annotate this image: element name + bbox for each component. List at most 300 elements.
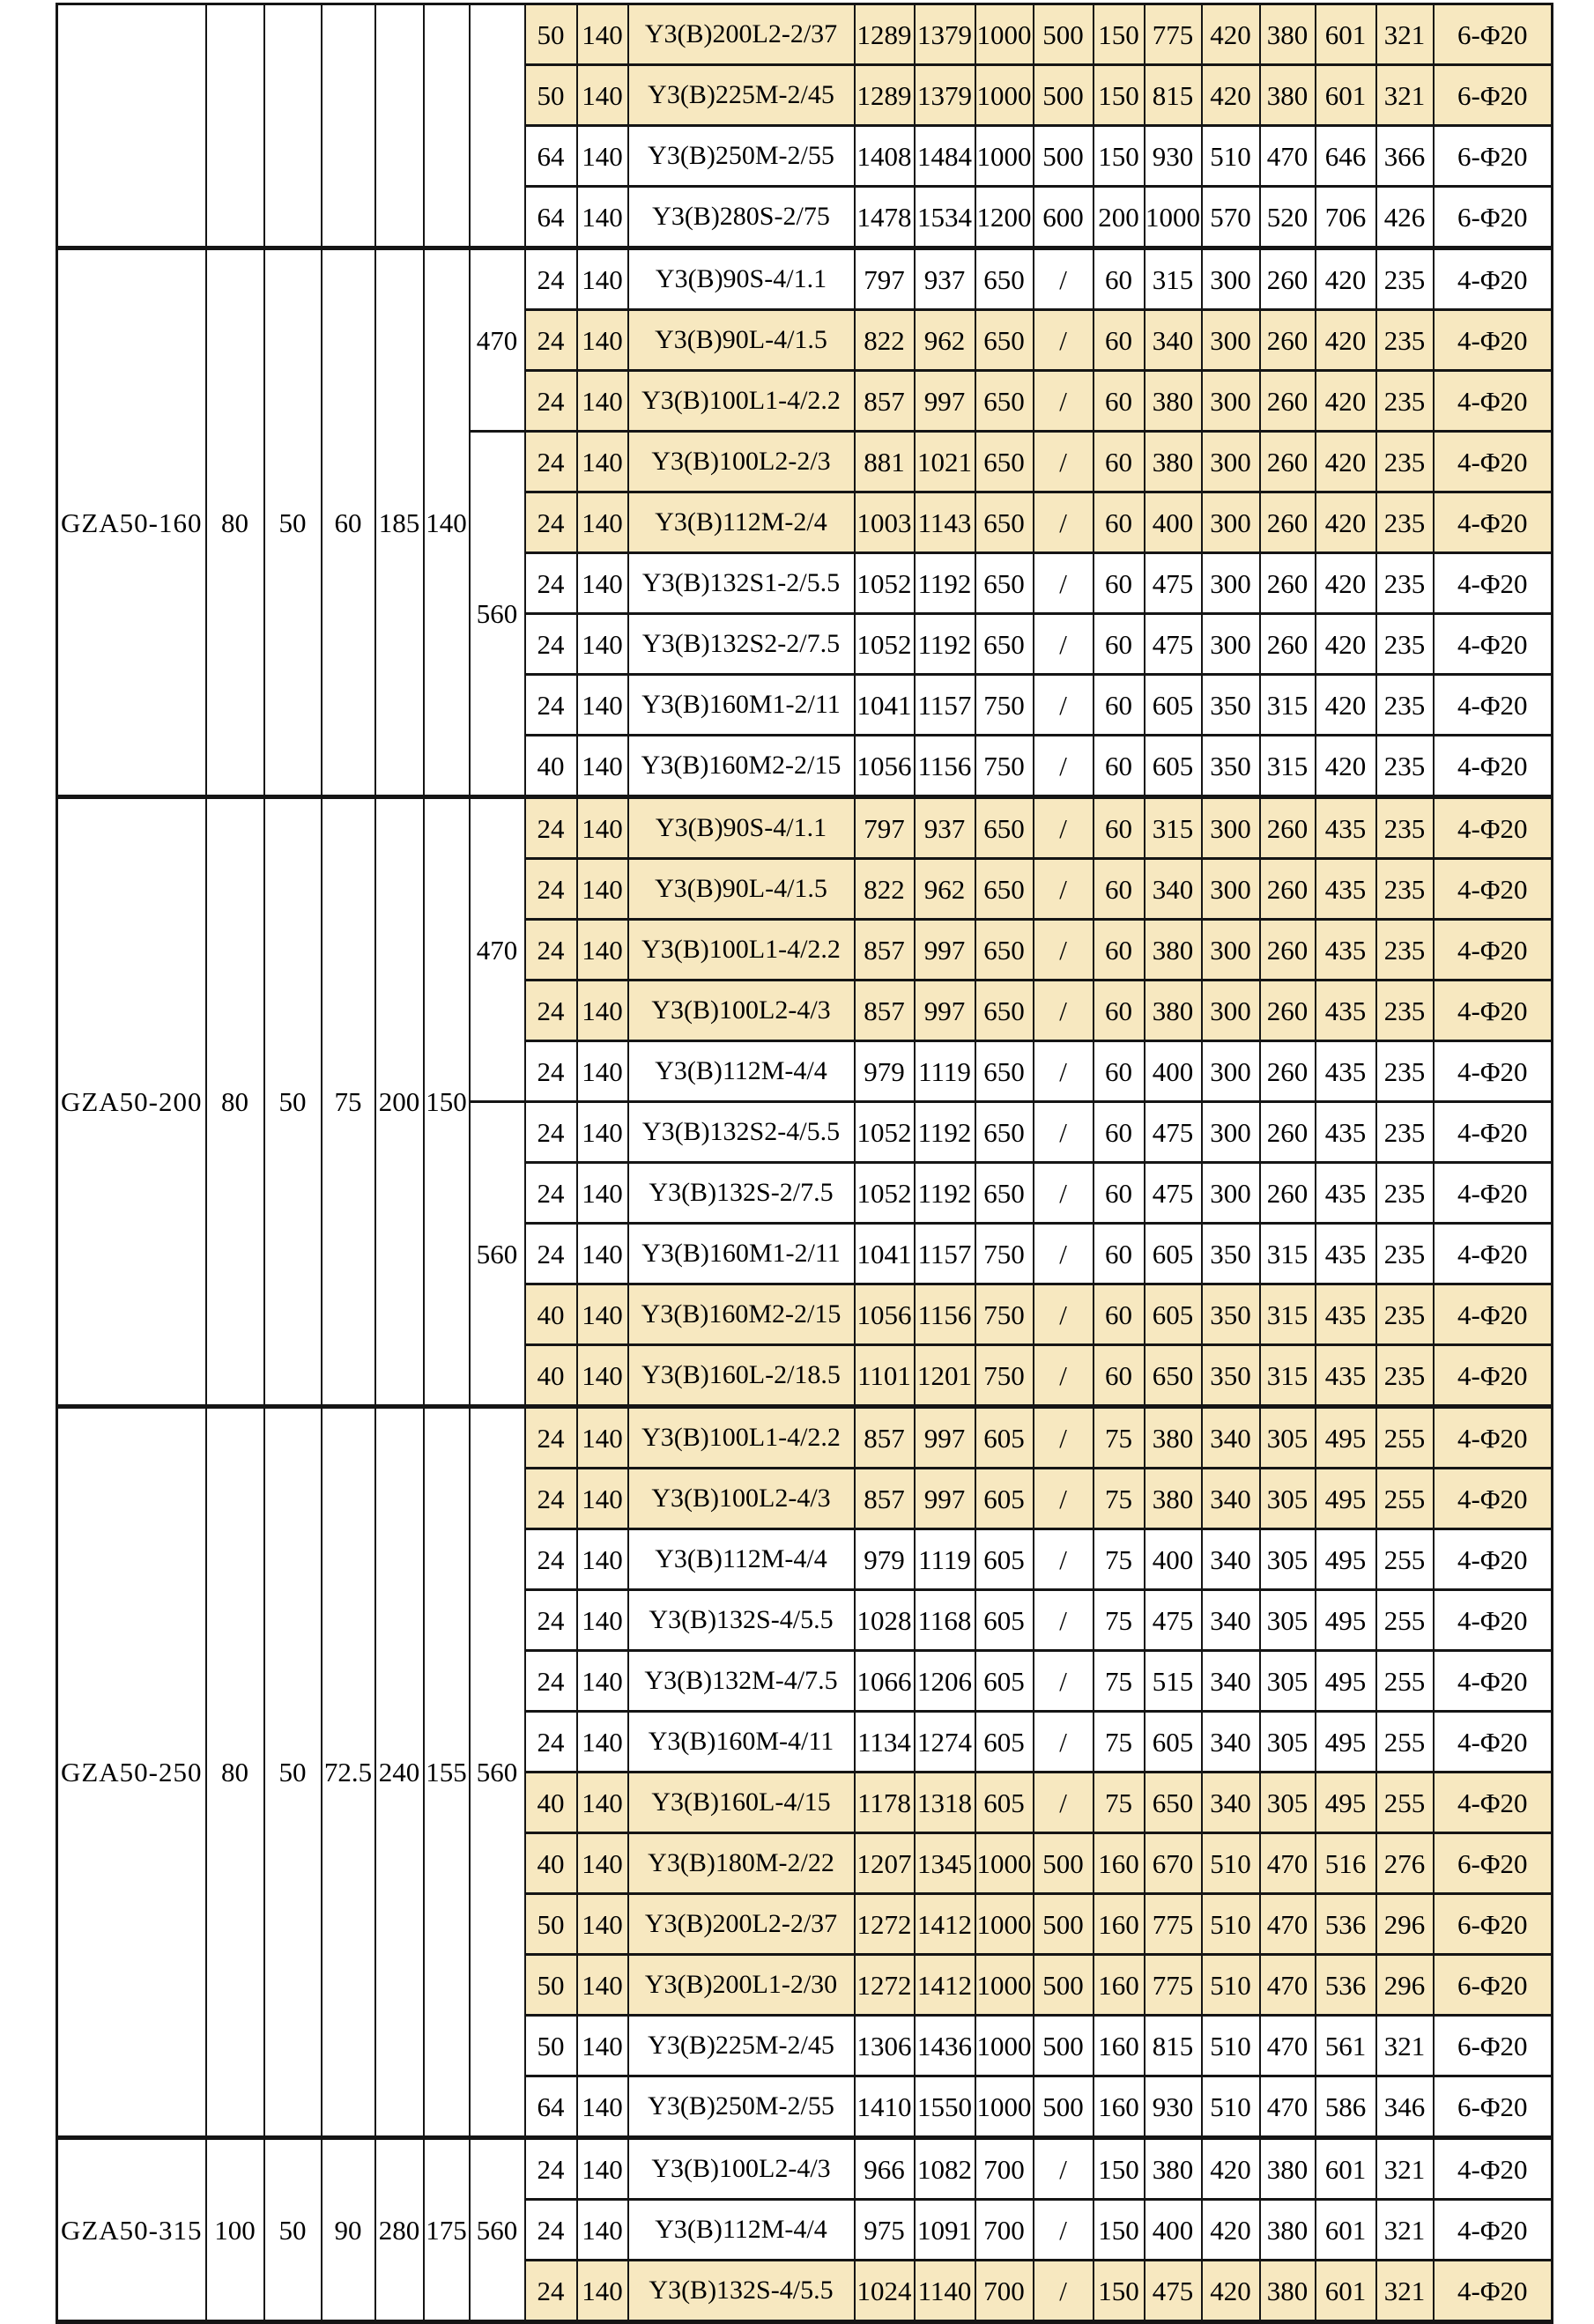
data-cell: 296 xyxy=(1376,1894,1434,1955)
data-cell: 321 xyxy=(1376,2016,1434,2076)
data-cell: 140 xyxy=(577,371,628,432)
bolt-spec-cell: 4-Φ20 xyxy=(1434,432,1553,492)
data-cell: 140 xyxy=(577,2016,628,2076)
data-cell: 1201 xyxy=(915,1345,975,1407)
data-cell: 495 xyxy=(1316,1651,1376,1712)
data-cell: 750 xyxy=(975,675,1034,736)
data-cell: 150 xyxy=(1094,126,1145,187)
data-cell: 255 xyxy=(1376,1407,1434,1469)
data-cell: 500 xyxy=(1034,4,1094,65)
table-row xyxy=(57,2138,1553,2200)
data-cell: 605 xyxy=(1145,1224,1202,1284)
data-cell: 255 xyxy=(1376,1651,1434,1712)
data-cell: 340 xyxy=(1202,1712,1260,1773)
data-cell: 160 xyxy=(1094,1833,1145,1894)
motor-model-cell: Y3(B)90L-4/1.5 xyxy=(628,310,855,371)
data-cell: 1119 xyxy=(915,1529,975,1590)
data-cell: 60 xyxy=(1094,432,1145,492)
data-cell: 24 xyxy=(525,797,577,859)
data-cell: 321 xyxy=(1376,2261,1434,2322)
data-cell: 500 xyxy=(1034,126,1094,187)
data-cell: 140 xyxy=(577,187,628,248)
data-cell: 700 xyxy=(975,2200,1034,2261)
data-cell: 470 xyxy=(1260,1894,1316,1955)
data-cell: 50 xyxy=(525,65,577,126)
data-cell: 1000 xyxy=(975,1894,1034,1955)
data-cell: 997 xyxy=(915,920,975,981)
data-cell: 140 xyxy=(577,492,628,553)
data-cell: 60 xyxy=(1094,1224,1145,1284)
data-cell: 435 xyxy=(1316,1284,1376,1345)
data-cell: 380 xyxy=(1260,4,1316,65)
bolt-spec-cell: 6-Φ20 xyxy=(1434,4,1553,65)
data-cell: 24 xyxy=(525,1407,577,1469)
data-cell: 962 xyxy=(915,310,975,371)
data-cell: 470 xyxy=(1260,1955,1316,2016)
data-cell: 1000 xyxy=(975,1955,1034,2016)
data-cell: 1052 xyxy=(855,1163,915,1224)
data-cell: 260 xyxy=(1260,1163,1316,1224)
data-cell: 140 xyxy=(577,432,628,492)
motor-model-cell: Y3(B)90S-4/1.1 xyxy=(628,797,855,859)
data-cell: 650 xyxy=(975,310,1034,371)
data-cell: 305 xyxy=(1260,1651,1316,1712)
data-cell: 305 xyxy=(1260,1773,1316,1833)
data-cell: 60 xyxy=(1094,797,1145,859)
data-cell: 500 xyxy=(1034,1833,1094,1894)
data-cell: 64 xyxy=(525,126,577,187)
data-cell: 1041 xyxy=(855,675,915,736)
bolt-spec-cell: 4-Φ20 xyxy=(1434,1041,1553,1102)
data-cell: 420 xyxy=(1316,553,1376,614)
data-cell: 255 xyxy=(1376,1469,1434,1529)
data-cell: 380 xyxy=(1145,1469,1202,1529)
data-cell: / xyxy=(1034,2261,1094,2322)
data-cell: 1289 xyxy=(855,4,915,65)
bolt-spec-cell: 4-Φ20 xyxy=(1434,1651,1553,1712)
data-cell: 475 xyxy=(1145,1590,1202,1651)
data-cell: 475 xyxy=(1145,553,1202,614)
bolt-spec-cell: 6-Φ20 xyxy=(1434,1955,1553,2016)
data-cell: 380 xyxy=(1145,2138,1202,2200)
data-cell: 24 xyxy=(525,432,577,492)
bolt-spec-cell: 4-Φ20 xyxy=(1434,310,1553,371)
data-cell: / xyxy=(1034,1407,1094,1469)
data-cell: 500 xyxy=(1034,1955,1094,2016)
data-cell: 1550 xyxy=(915,2076,975,2138)
bolt-spec-cell: 4-Φ20 xyxy=(1434,859,1553,920)
data-cell: 276 xyxy=(1376,1833,1434,1894)
dim-cell xyxy=(206,4,264,248)
data-cell: 140 xyxy=(577,859,628,920)
data-cell: 650 xyxy=(975,614,1034,675)
data-cell: 475 xyxy=(1145,2261,1202,2322)
data-cell: 350 xyxy=(1202,1345,1260,1407)
data-cell: 1028 xyxy=(855,1590,915,1651)
data-cell: 500 xyxy=(1034,2076,1094,2138)
data-cell: 1478 xyxy=(855,187,915,248)
data-cell: 515 xyxy=(1145,1651,1202,1712)
data-cell: 64 xyxy=(525,187,577,248)
bolt-spec-cell: 4-Φ20 xyxy=(1434,981,1553,1041)
data-cell: 260 xyxy=(1260,371,1316,432)
data-cell: 1140 xyxy=(915,2261,975,2322)
data-cell: 495 xyxy=(1316,1407,1376,1469)
data-cell: 435 xyxy=(1316,1041,1376,1102)
data-cell: 700 xyxy=(975,2138,1034,2200)
data-cell: 315 xyxy=(1260,736,1316,797)
bolt-spec-cell: 4-Φ20 xyxy=(1434,2138,1553,2200)
data-cell: 140 xyxy=(577,1345,628,1407)
dim-cell: 80 xyxy=(206,248,264,797)
data-cell: 605 xyxy=(1145,675,1202,736)
data-cell: 475 xyxy=(1145,1163,1202,1224)
data-cell: 570 xyxy=(1202,187,1260,248)
data-cell: 340 xyxy=(1202,1469,1260,1529)
data-cell: 775 xyxy=(1145,1894,1202,1955)
data-cell: 750 xyxy=(975,1284,1034,1345)
data-cell: 1192 xyxy=(915,614,975,675)
bolt-spec-cell: 4-Φ20 xyxy=(1434,1407,1553,1469)
data-cell: 997 xyxy=(915,371,975,432)
data-cell: 650 xyxy=(1145,1773,1202,1833)
data-cell: 1056 xyxy=(855,736,915,797)
data-cell: 1000 xyxy=(975,4,1034,65)
data-cell: 1412 xyxy=(915,1894,975,1955)
data-cell: 140 xyxy=(577,1224,628,1284)
data-cell: 235 xyxy=(1376,675,1434,736)
data-cell: 235 xyxy=(1376,248,1434,310)
motor-model-cell: Y3(B)160L-4/15 xyxy=(628,1773,855,1833)
data-cell: 380 xyxy=(1260,2138,1316,2200)
data-cell: 300 xyxy=(1202,248,1260,310)
data-cell: 881 xyxy=(855,432,915,492)
bolt-spec-cell: 6-Φ20 xyxy=(1434,2016,1553,2076)
data-cell: 235 xyxy=(1376,1284,1434,1345)
data-cell: 60 xyxy=(1094,553,1145,614)
data-cell: 435 xyxy=(1316,797,1376,859)
data-cell: 24 xyxy=(525,1224,577,1284)
data-cell: 300 xyxy=(1202,920,1260,981)
data-cell: 1274 xyxy=(915,1712,975,1773)
data-cell: 140 xyxy=(577,981,628,1041)
data-cell: 997 xyxy=(915,1407,975,1469)
data-cell: 1052 xyxy=(855,553,915,614)
data-cell: 40 xyxy=(525,1833,577,1894)
data-cell: 420 xyxy=(1202,4,1260,65)
data-cell: 60 xyxy=(1094,736,1145,797)
data-cell: 140 xyxy=(577,2261,628,2322)
data-cell: 260 xyxy=(1260,1041,1316,1102)
dim-cell xyxy=(322,4,375,248)
span-cell xyxy=(470,4,525,248)
dim-cell: 60 xyxy=(322,248,375,797)
bolt-spec-cell: 6-Φ20 xyxy=(1434,2076,1553,2138)
data-cell: 966 xyxy=(855,2138,915,2200)
data-cell: 140 xyxy=(577,2076,628,2138)
data-cell: 321 xyxy=(1376,2200,1434,2261)
data-cell: 380 xyxy=(1260,2261,1316,2322)
data-cell: 979 xyxy=(855,1529,915,1590)
bolt-spec-cell: 4-Φ20 xyxy=(1434,1712,1553,1773)
data-cell: 420 xyxy=(1316,492,1376,553)
motor-model-cell: Y3(B)132S-2/7.5 xyxy=(628,1163,855,1224)
data-cell: 822 xyxy=(855,310,915,371)
data-cell: 601 xyxy=(1316,65,1376,126)
data-cell: 605 xyxy=(1145,1284,1202,1345)
data-cell: 930 xyxy=(1145,2076,1202,2138)
model-cell: GZA50-160 xyxy=(57,248,206,797)
data-cell: 500 xyxy=(1034,65,1094,126)
data-cell: 420 xyxy=(1202,2261,1260,2322)
data-cell: 140 xyxy=(577,1041,628,1102)
data-cell: 400 xyxy=(1145,1041,1202,1102)
data-cell: 140 xyxy=(577,126,628,187)
data-cell: 750 xyxy=(975,1345,1034,1407)
data-cell: / xyxy=(1034,432,1094,492)
data-cell: 50 xyxy=(525,4,577,65)
data-cell: 235 xyxy=(1376,1345,1434,1407)
data-cell: 1119 xyxy=(915,1041,975,1102)
span-cell: 560 xyxy=(470,2138,525,2322)
data-cell: 1082 xyxy=(915,2138,975,2200)
data-cell: 75 xyxy=(1094,1712,1145,1773)
data-cell: 1157 xyxy=(915,675,975,736)
data-cell: 140 xyxy=(577,736,628,797)
data-cell: 435 xyxy=(1316,981,1376,1041)
data-cell: 150 xyxy=(1094,65,1145,126)
data-cell: 260 xyxy=(1260,553,1316,614)
data-cell: 305 xyxy=(1260,1529,1316,1590)
bolt-spec-cell: 4-Φ20 xyxy=(1434,2200,1553,2261)
span-cell: 560 xyxy=(470,1407,525,2138)
data-cell: 350 xyxy=(1202,1284,1260,1345)
data-cell: 605 xyxy=(1145,1712,1202,1773)
bolt-spec-cell: 6-Φ20 xyxy=(1434,65,1553,126)
data-cell: 420 xyxy=(1202,65,1260,126)
motor-model-cell: Y3(B)90L-4/1.5 xyxy=(628,859,855,920)
data-cell: 140 xyxy=(577,248,628,310)
data-cell: 857 xyxy=(855,1469,915,1529)
data-cell: / xyxy=(1034,248,1094,310)
data-cell: 1091 xyxy=(915,2200,975,2261)
data-cell: / xyxy=(1034,1163,1094,1224)
data-cell: 24 xyxy=(525,920,577,981)
data-cell: 140 xyxy=(577,1469,628,1529)
data-cell: 650 xyxy=(975,859,1034,920)
data-cell: 1306 xyxy=(855,2016,915,2076)
motor-model-cell: Y3(B)90S-4/1.1 xyxy=(628,248,855,310)
data-cell: 1041 xyxy=(855,1224,915,1284)
data-cell: / xyxy=(1034,859,1094,920)
data-cell: 475 xyxy=(1145,1102,1202,1163)
data-cell: 40 xyxy=(525,736,577,797)
motor-model-cell: Y3(B)112M-2/4 xyxy=(628,492,855,553)
data-cell: 200 xyxy=(1094,187,1145,248)
data-cell: 60 xyxy=(1094,310,1145,371)
data-cell: 260 xyxy=(1260,920,1316,981)
motor-model-cell: Y3(B)132S1-2/5.5 xyxy=(628,553,855,614)
data-cell: 601 xyxy=(1316,4,1376,65)
data-cell: 400 xyxy=(1145,492,1202,553)
model-cell: GZA50-200 xyxy=(57,797,206,1407)
data-cell: 60 xyxy=(1094,492,1145,553)
data-cell: 24 xyxy=(525,248,577,310)
data-cell: 510 xyxy=(1202,2076,1260,2138)
data-cell: 140 xyxy=(577,1712,628,1773)
data-cell: 435 xyxy=(1316,920,1376,981)
data-cell: 235 xyxy=(1376,859,1434,920)
bolt-spec-cell: 6-Φ20 xyxy=(1434,1894,1553,1955)
data-cell: 435 xyxy=(1316,1345,1376,1407)
motor-model-cell: Y3(B)100L1-4/2.2 xyxy=(628,371,855,432)
data-cell: / xyxy=(1034,1345,1094,1407)
data-cell: 930 xyxy=(1145,126,1202,187)
data-cell: 140 xyxy=(577,65,628,126)
data-cell: 1206 xyxy=(915,1651,975,1712)
data-cell: 797 xyxy=(855,797,915,859)
data-cell: 300 xyxy=(1202,614,1260,675)
data-cell: 140 xyxy=(577,4,628,65)
data-cell: 706 xyxy=(1316,187,1376,248)
data-cell: / xyxy=(1034,492,1094,553)
data-cell: 510 xyxy=(1202,1894,1260,1955)
data-cell: 1156 xyxy=(915,1284,975,1345)
data-cell: 600 xyxy=(1034,187,1094,248)
data-cell: 1056 xyxy=(855,1284,915,1345)
data-cell: 300 xyxy=(1202,492,1260,553)
data-cell: 60 xyxy=(1094,1284,1145,1345)
data-cell: 140 xyxy=(577,1833,628,1894)
data-cell: 420 xyxy=(1316,432,1376,492)
data-cell: 520 xyxy=(1260,187,1316,248)
dim-cell: 155 xyxy=(424,1407,470,2138)
data-cell: 40 xyxy=(525,1345,577,1407)
data-cell: 235 xyxy=(1376,797,1434,859)
data-cell: 1052 xyxy=(855,614,915,675)
motor-model-cell: Y3(B)100L1-4/2.2 xyxy=(628,1407,855,1469)
data-cell: 140 xyxy=(577,1529,628,1590)
data-cell: 300 xyxy=(1202,371,1260,432)
motor-model-cell: Y3(B)100L2-4/3 xyxy=(628,981,855,1041)
bolt-spec-cell: 4-Φ20 xyxy=(1434,2261,1553,2322)
dim-cell: 185 xyxy=(375,248,424,797)
data-cell: 75 xyxy=(1094,1773,1145,1833)
data-cell: / xyxy=(1034,1590,1094,1651)
data-cell: 366 xyxy=(1376,126,1434,187)
data-cell: 315 xyxy=(1260,1345,1316,1407)
data-cell: 420 xyxy=(1316,310,1376,371)
data-cell: 300 xyxy=(1202,1102,1260,1163)
data-cell: 975 xyxy=(855,2200,915,2261)
data-cell: 601 xyxy=(1316,2138,1376,2200)
data-cell: 300 xyxy=(1202,432,1260,492)
data-cell: 475 xyxy=(1145,614,1202,675)
span-cell: 470 xyxy=(470,797,525,1102)
data-cell: 1156 xyxy=(915,736,975,797)
motor-model-cell: Y3(B)100L2-4/3 xyxy=(628,2138,855,2200)
motor-model-cell: Y3(B)160M2-2/15 xyxy=(628,736,855,797)
data-cell: 605 xyxy=(975,1651,1034,1712)
data-cell: / xyxy=(1034,981,1094,1041)
data-cell: 750 xyxy=(975,1224,1034,1284)
data-cell: 260 xyxy=(1260,859,1316,920)
data-cell: 235 xyxy=(1376,432,1434,492)
data-cell: 997 xyxy=(915,1469,975,1529)
table-row xyxy=(57,797,1553,859)
data-cell: 650 xyxy=(975,492,1034,553)
data-cell: 260 xyxy=(1260,432,1316,492)
data-cell: 700 xyxy=(975,2261,1034,2322)
spec-table-container xyxy=(56,3,1553,2324)
data-cell: 24 xyxy=(525,1102,577,1163)
dim-cell: 80 xyxy=(206,797,264,1407)
motor-model-cell: Y3(B)225M-2/45 xyxy=(628,2016,855,2076)
data-cell: 586 xyxy=(1316,2076,1376,2138)
data-cell: 650 xyxy=(975,920,1034,981)
data-cell: 962 xyxy=(915,859,975,920)
data-cell: / xyxy=(1034,1284,1094,1345)
data-cell: 605 xyxy=(975,1773,1034,1833)
data-cell: 605 xyxy=(1145,736,1202,797)
data-cell: 1192 xyxy=(915,1163,975,1224)
data-cell: 24 xyxy=(525,859,577,920)
data-cell: 150 xyxy=(1094,2200,1145,2261)
data-cell: 1200 xyxy=(975,187,1034,248)
data-cell: 1436 xyxy=(915,2016,975,2076)
data-cell: / xyxy=(1034,310,1094,371)
bolt-spec-cell: 4-Φ20 xyxy=(1434,614,1553,675)
data-cell: 470 xyxy=(1260,2016,1316,2076)
data-cell: 380 xyxy=(1145,432,1202,492)
data-cell: 24 xyxy=(525,310,577,371)
data-cell: 650 xyxy=(975,797,1034,859)
data-cell: 235 xyxy=(1376,981,1434,1041)
table-row xyxy=(57,248,1553,310)
dim-cell: 280 xyxy=(375,2138,424,2322)
data-cell: 775 xyxy=(1145,1955,1202,2016)
data-cell: 400 xyxy=(1145,2200,1202,2261)
data-cell: 561 xyxy=(1316,2016,1376,2076)
data-cell: 1192 xyxy=(915,553,975,614)
data-cell: 650 xyxy=(975,1041,1034,1102)
data-cell: 510 xyxy=(1202,1955,1260,2016)
data-cell: 315 xyxy=(1260,675,1316,736)
data-cell: 500 xyxy=(1034,2016,1094,2076)
data-cell: 140 xyxy=(577,1590,628,1651)
data-cell: 1024 xyxy=(855,2261,915,2322)
data-cell: 435 xyxy=(1316,1163,1376,1224)
data-cell: 24 xyxy=(525,675,577,736)
data-cell: 650 xyxy=(975,1163,1034,1224)
bolt-spec-cell: 4-Φ20 xyxy=(1434,1773,1553,1833)
motor-model-cell: Y3(B)112M-4/4 xyxy=(628,1041,855,1102)
data-cell: 315 xyxy=(1260,1284,1316,1345)
bolt-spec-cell: 4-Φ20 xyxy=(1434,492,1553,553)
bolt-spec-cell: 6-Φ20 xyxy=(1434,1833,1553,1894)
data-cell: 1192 xyxy=(915,1102,975,1163)
bolt-spec-cell: 4-Φ20 xyxy=(1434,1590,1553,1651)
data-cell: 495 xyxy=(1316,1712,1376,1773)
dim-cell xyxy=(424,4,470,248)
bolt-spec-cell: 4-Φ20 xyxy=(1434,1224,1553,1284)
data-cell: 1318 xyxy=(915,1773,975,1833)
data-cell: 605 xyxy=(975,1712,1034,1773)
dim-cell: 50 xyxy=(264,1407,322,2138)
data-cell: 650 xyxy=(975,981,1034,1041)
data-cell: 420 xyxy=(1202,2200,1260,2261)
data-cell: 1289 xyxy=(855,65,915,126)
